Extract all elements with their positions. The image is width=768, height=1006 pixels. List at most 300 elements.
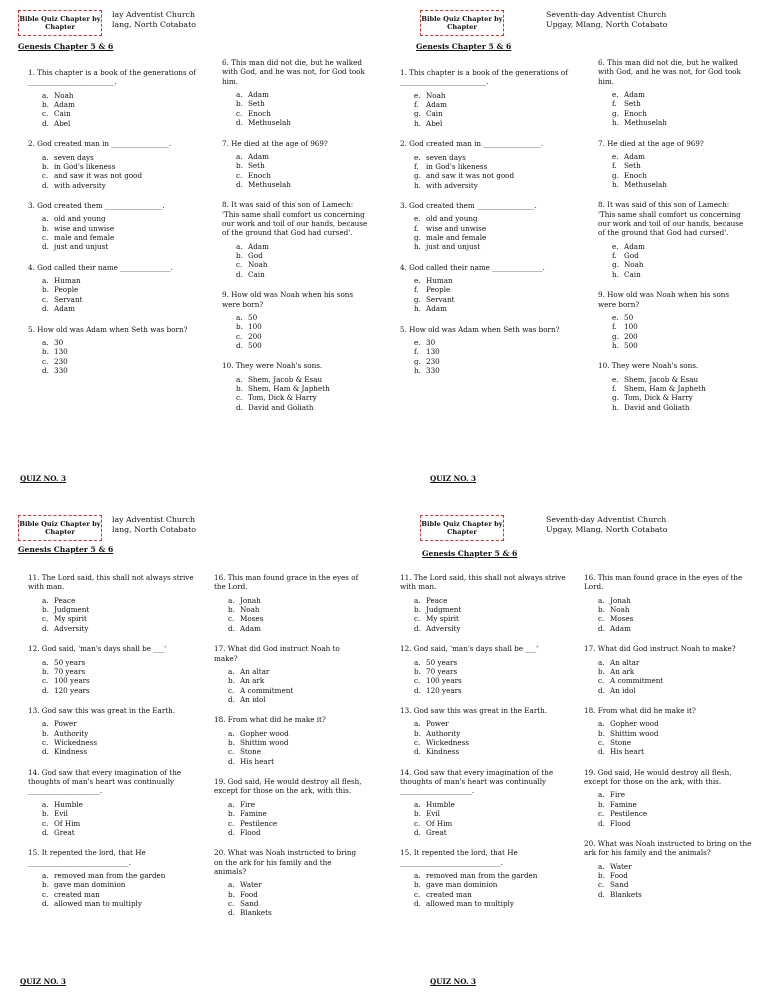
answer-option <box>42 899 200 908</box>
question-text: 3. God created them ________________. <box>28 200 165 210</box>
option-letter: a. <box>236 241 243 251</box>
question-text: 10. They were Noah's sons. <box>598 361 699 371</box>
quiz-subtitle: Genesis Chapter 5 & 6 <box>422 549 518 558</box>
answer-option <box>42 276 200 285</box>
answer-option <box>598 800 754 809</box>
option-letter: a. <box>236 90 243 100</box>
answer-option <box>414 357 572 366</box>
option-letter: h. <box>414 180 421 190</box>
answer-option <box>598 596 754 605</box>
option-letter: c. <box>598 676 605 686</box>
question-text: 16. This man found grace in the eyes of the Lord. <box>214 573 359 592</box>
option-text: seven days <box>426 152 466 162</box>
answer-option <box>414 153 572 162</box>
answer-option <box>228 729 364 738</box>
option-letter: c. <box>598 738 605 748</box>
answer-options <box>42 658 200 695</box>
option-letter: e. <box>414 337 421 347</box>
answer-option <box>414 729 572 738</box>
option-text: Cain <box>426 109 443 119</box>
answer-option <box>228 880 364 889</box>
option-text: old and young <box>54 214 106 224</box>
option-letter: c. <box>236 108 243 118</box>
answer-option <box>414 686 572 695</box>
answer-option <box>598 880 754 889</box>
question-text: 9. How old was Noah when his sons were born? <box>222 290 354 309</box>
answer-option <box>228 890 364 899</box>
answer-options <box>42 871 200 908</box>
option-letter: b. <box>414 666 421 676</box>
answer-option <box>236 99 372 108</box>
option-letter: a. <box>236 374 243 384</box>
option-text: 50 <box>624 312 634 322</box>
questions-right <box>222 58 372 423</box>
option-letter: c. <box>42 294 49 304</box>
answer-options <box>236 375 372 412</box>
option-text: Blankets <box>240 908 272 918</box>
option-text: Adam <box>240 623 261 633</box>
option-letter: c. <box>598 614 605 624</box>
answer-options <box>598 596 754 633</box>
answer-option <box>414 676 572 685</box>
answer-option <box>598 871 754 880</box>
answer-option <box>42 214 200 223</box>
answer-option <box>42 357 200 366</box>
answer-option <box>598 624 754 633</box>
answer-options <box>414 338 572 375</box>
answer-options <box>42 596 200 633</box>
answer-option <box>414 338 572 347</box>
question-text: 8. It was said of this son of Lamech: 'This same shall comfort us concerning our work and toil of our hands, because of the ground that God had cursed'. <box>222 200 368 238</box>
answer-option <box>612 384 748 393</box>
option-letter: e. <box>612 374 619 384</box>
answer-option <box>414 366 572 375</box>
option-letter: e. <box>612 90 619 100</box>
option-letter: a. <box>414 657 421 667</box>
answer-option <box>236 161 372 170</box>
option-text: Cain <box>248 269 265 279</box>
question-text: 4. God called their name ______________. <box>400 262 545 272</box>
answer-option <box>612 251 748 260</box>
answer-option <box>42 224 200 233</box>
answer-options <box>236 90 372 127</box>
option-text: male and female <box>54 233 115 243</box>
option-text: Authority <box>54 728 89 738</box>
option-letter: g. <box>414 233 421 243</box>
option-text: 100 years <box>426 676 462 686</box>
answer-option <box>414 119 572 128</box>
answer-options <box>414 91 572 128</box>
answer-option <box>42 819 200 828</box>
answer-options <box>42 800 200 837</box>
quiz-subtitle: Genesis Chapter 5 & 6 <box>18 545 114 554</box>
answer-option <box>236 393 372 402</box>
option-letter: d. <box>414 827 421 837</box>
answer-option <box>414 596 572 605</box>
answer-option <box>236 109 372 118</box>
option-text: Famine <box>610 799 637 809</box>
answer-option <box>42 871 200 880</box>
answer-option <box>598 809 754 818</box>
question-text: 9. How old was Noah when his sons were born? <box>598 290 730 309</box>
answer-option <box>42 304 200 313</box>
option-letter: f. <box>414 100 419 110</box>
option-text: God <box>624 251 639 261</box>
answer-option <box>598 890 754 899</box>
option-letter: b. <box>42 223 49 233</box>
option-letter: c. <box>42 109 49 119</box>
answer-option <box>236 90 372 99</box>
panel-top-left <box>0 0 384 503</box>
answer-option <box>612 118 748 127</box>
church-name: lay Adventist Church lang, North Cotabato <box>112 515 196 535</box>
answer-option <box>42 800 200 809</box>
option-letter: b. <box>414 809 421 819</box>
option-text: 230 <box>54 356 68 366</box>
option-text: Methuselah <box>624 118 667 128</box>
option-text: Methuselah <box>248 179 291 189</box>
answer-option <box>414 171 572 180</box>
quiz-label-box: Bible Quiz Chapter by Chapter <box>18 10 102 36</box>
answer-option <box>612 109 748 118</box>
option-text: gave man dominion <box>54 880 126 890</box>
option-letter: c. <box>228 818 235 828</box>
option-letter: d. <box>236 340 243 350</box>
option-letter: c. <box>236 260 243 270</box>
option-text: Water <box>610 861 632 871</box>
option-text: His heart <box>240 756 275 766</box>
option-text: 330 <box>54 365 68 375</box>
option-text: 30 <box>426 337 436 347</box>
answer-option <box>414 242 572 251</box>
option-text: Evil <box>54 809 68 819</box>
answer-option <box>228 686 364 695</box>
option-text: Servant <box>426 294 455 304</box>
questions-right <box>214 573 364 929</box>
option-text: 100 years <box>54 676 90 686</box>
answer-option <box>228 819 364 828</box>
option-letter: c. <box>414 889 421 899</box>
option-letter: d. <box>598 747 605 757</box>
option-letter: d. <box>42 242 49 252</box>
quiz-number: QUIZ NO. 3 <box>20 977 67 986</box>
option-letter: h. <box>414 118 421 128</box>
option-text: Humble <box>54 799 83 809</box>
option-text: Adam <box>54 100 75 110</box>
option-letter: h. <box>612 269 619 279</box>
option-text: Peace <box>426 595 448 605</box>
answer-option <box>414 214 572 223</box>
answer-option <box>42 171 200 180</box>
option-text: An ark <box>240 676 265 686</box>
panel-top-right <box>384 0 768 503</box>
answer-option <box>42 719 200 728</box>
option-letter: g. <box>612 170 619 180</box>
answer-option <box>612 341 748 350</box>
option-text: Food <box>240 889 258 899</box>
answer-option <box>598 676 754 685</box>
option-text: People <box>54 285 79 295</box>
option-text: Sand <box>240 899 259 909</box>
option-text: Methuselah <box>624 179 667 189</box>
answer-option <box>414 276 572 285</box>
option-letter: b. <box>236 384 243 394</box>
option-text: Enoch <box>624 170 647 180</box>
option-text: old and young <box>426 214 478 224</box>
answer-options <box>598 658 754 695</box>
option-text: 330 <box>426 365 440 375</box>
option-letter: e. <box>414 90 421 100</box>
option-letter: c. <box>236 331 243 341</box>
answer-options <box>612 242 748 279</box>
answer-options <box>42 276 200 313</box>
option-text: seven days <box>54 152 94 162</box>
quiz-label-box: Bible Quiz Chapter by Chapter <box>420 515 504 541</box>
option-text: Gopher wood <box>240 728 289 738</box>
option-letter: f. <box>612 322 617 332</box>
answer-option <box>612 180 748 189</box>
answer-option <box>598 747 754 756</box>
answer-option <box>42 347 200 356</box>
answer-option <box>414 181 572 190</box>
option-letter: h. <box>414 242 421 252</box>
option-letter: c. <box>42 738 49 748</box>
option-text: Blankets <box>610 889 642 899</box>
option-text: Adam <box>248 151 269 161</box>
option-letter: d. <box>42 304 49 314</box>
option-letter: c. <box>236 170 243 180</box>
option-letter: d. <box>228 756 235 766</box>
option-text: Noah <box>624 260 644 270</box>
option-text: 130 <box>54 347 68 357</box>
option-text: Noah <box>240 605 260 615</box>
option-text: Wickedness <box>426 738 470 748</box>
option-text: Adam <box>54 304 75 314</box>
answer-option <box>236 260 372 269</box>
option-letter: g. <box>414 356 421 366</box>
answer-option <box>236 251 372 260</box>
option-text: Adam <box>248 90 269 100</box>
answer-option <box>598 729 754 738</box>
answer-options <box>612 375 748 412</box>
option-letter: d. <box>228 623 235 633</box>
option-letter: a. <box>42 870 49 880</box>
answer-options <box>236 152 372 189</box>
question-text: 15. It repented the lord, that He ____________________________. <box>400 848 518 867</box>
option-text: Kindness <box>426 747 460 757</box>
answer-option <box>42 605 200 614</box>
option-letter: g. <box>612 393 619 403</box>
option-letter: d. <box>236 179 243 189</box>
option-letter: a. <box>42 152 49 162</box>
option-letter: a. <box>228 595 235 605</box>
option-text: 50 years <box>54 657 86 667</box>
answer-option <box>42 667 200 676</box>
option-text: Adam <box>426 100 447 110</box>
answer-options <box>228 880 364 917</box>
answer-option <box>42 880 200 889</box>
question-text: 12. God said, 'man's days shall be ___' <box>400 644 539 654</box>
option-text: 200 <box>248 331 262 341</box>
option-letter: b. <box>598 728 605 738</box>
option-letter: d. <box>42 747 49 757</box>
answer-option <box>42 809 200 818</box>
option-text: Adam <box>624 241 645 251</box>
question-text: 11. The Lord said, this shall not always strive with man. <box>400 573 566 592</box>
option-letter: c. <box>414 676 421 686</box>
option-letter: h. <box>612 402 619 412</box>
option-letter: b. <box>236 322 243 332</box>
answer-option <box>42 181 200 190</box>
option-text: Food <box>610 870 628 880</box>
question-text: 6. This man did not die, but he walked with God, and he was not, for God took him. <box>222 58 365 86</box>
option-letter: a. <box>236 312 243 322</box>
option-text: Shem, Jacob & Esau <box>624 374 699 384</box>
answer-option <box>612 322 748 331</box>
option-letter: d. <box>228 908 235 918</box>
option-text: and saw it was not good <box>426 171 515 181</box>
option-letter: f. <box>612 384 617 394</box>
answer-option <box>612 313 748 322</box>
questions-left <box>28 573 200 919</box>
question-text: 3. God created them ________________. <box>400 200 537 210</box>
answer-option <box>414 295 572 304</box>
option-text: An idol <box>240 694 266 704</box>
option-letter: d. <box>236 269 243 279</box>
option-text: 230 <box>426 356 440 366</box>
option-letter: e. <box>414 214 421 224</box>
option-text: Stone <box>240 747 262 757</box>
question-text: 20. What was Noah instructed to bring on the ark for his family and the animals? <box>584 838 752 858</box>
answer-option <box>598 686 754 695</box>
answer-option <box>236 118 372 127</box>
option-letter: b. <box>228 738 235 748</box>
option-text: allowed man to multiply <box>426 899 514 909</box>
option-letter: d. <box>414 747 421 757</box>
answer-option <box>228 596 364 605</box>
question-text: 14. God saw that every imagination of the thoughts of man's heart was continually ____________________. <box>400 767 554 796</box>
answer-option <box>612 260 748 269</box>
option-letter: d. <box>42 899 49 909</box>
answer-option <box>236 171 372 180</box>
answer-option <box>598 667 754 676</box>
answer-option <box>42 676 200 685</box>
answer-option <box>612 332 748 341</box>
answer-option <box>414 747 572 756</box>
answer-option <box>414 809 572 818</box>
option-letter: a. <box>42 657 49 667</box>
option-text: Adversity <box>54 623 89 633</box>
questions-left <box>28 68 200 386</box>
option-letter: b. <box>414 605 421 615</box>
answer-option <box>612 171 748 180</box>
answer-option <box>414 614 572 623</box>
church-name: lay Adventist Church lang, North Cotabato <box>112 10 196 30</box>
option-text: Seth <box>248 161 265 171</box>
option-letter: g. <box>414 171 421 181</box>
answer-option <box>42 596 200 605</box>
quiz-number: QUIZ NO. 3 <box>20 474 67 483</box>
answer-option <box>598 790 754 799</box>
option-text: Flood <box>610 818 631 828</box>
answer-option <box>414 233 572 242</box>
panel-bottom-left <box>0 503 384 1006</box>
answer-options <box>414 658 572 695</box>
answer-option <box>612 403 748 412</box>
answer-option <box>228 828 364 837</box>
option-text: Adam <box>426 304 447 314</box>
option-letter: c. <box>228 747 235 757</box>
option-text: Methuselah <box>248 118 291 128</box>
answer-option <box>612 152 748 161</box>
option-text: 70 years <box>426 666 458 676</box>
answer-option <box>42 686 200 695</box>
option-text: Enoch <box>248 108 271 118</box>
option-text: Moses <box>240 614 264 624</box>
answer-options <box>236 313 372 350</box>
question-text: 20. What was Noah instructed to bring on the ark for his family and the animals? <box>214 848 357 876</box>
option-letter: a. <box>598 657 605 667</box>
option-text: Great <box>426 827 447 837</box>
option-letter: d. <box>236 402 243 412</box>
answer-option <box>228 605 364 614</box>
option-letter: d. <box>598 889 605 899</box>
answer-options <box>414 214 572 251</box>
answer-option <box>612 393 748 402</box>
option-text: Evil <box>426 809 440 819</box>
option-text: Human <box>54 276 81 286</box>
option-letter: c. <box>42 356 49 366</box>
option-text: Shem, Ham & Japheth <box>248 384 330 394</box>
option-text: 30 <box>54 337 64 347</box>
option-text: wise and unwise <box>54 223 115 233</box>
option-letter: b. <box>42 347 49 357</box>
option-letter: a. <box>598 790 605 800</box>
answer-options <box>42 214 200 251</box>
option-text: Abel <box>426 118 443 128</box>
option-text: Servant <box>54 294 83 304</box>
questions-right <box>584 573 754 910</box>
answer-options <box>414 871 572 908</box>
answer-option <box>612 90 748 99</box>
option-text: 120 years <box>426 685 462 695</box>
option-text: 100 <box>248 322 262 332</box>
answer-option <box>228 676 364 685</box>
option-letter: h. <box>612 179 619 189</box>
option-text: Adam <box>624 90 645 100</box>
answer-option <box>236 341 372 350</box>
option-text: Water <box>240 880 262 890</box>
option-text: 50 <box>248 312 258 322</box>
option-letter: a. <box>228 728 235 738</box>
answer-option <box>414 738 572 747</box>
option-letter: b. <box>598 799 605 809</box>
answer-option <box>42 658 200 667</box>
option-letter: c. <box>42 233 49 243</box>
option-text: with adversity <box>54 180 106 190</box>
answer-option <box>414 605 572 614</box>
answer-option <box>414 347 572 356</box>
answer-option <box>414 304 572 313</box>
option-letter: a. <box>228 666 235 676</box>
option-letter: c. <box>228 614 235 624</box>
answer-option <box>598 614 754 623</box>
option-text: Adam <box>624 151 645 161</box>
option-letter: d. <box>598 818 605 828</box>
option-text: Adam <box>248 241 269 251</box>
option-text: in God's likeness <box>426 161 488 171</box>
option-text: Enoch <box>624 108 647 118</box>
